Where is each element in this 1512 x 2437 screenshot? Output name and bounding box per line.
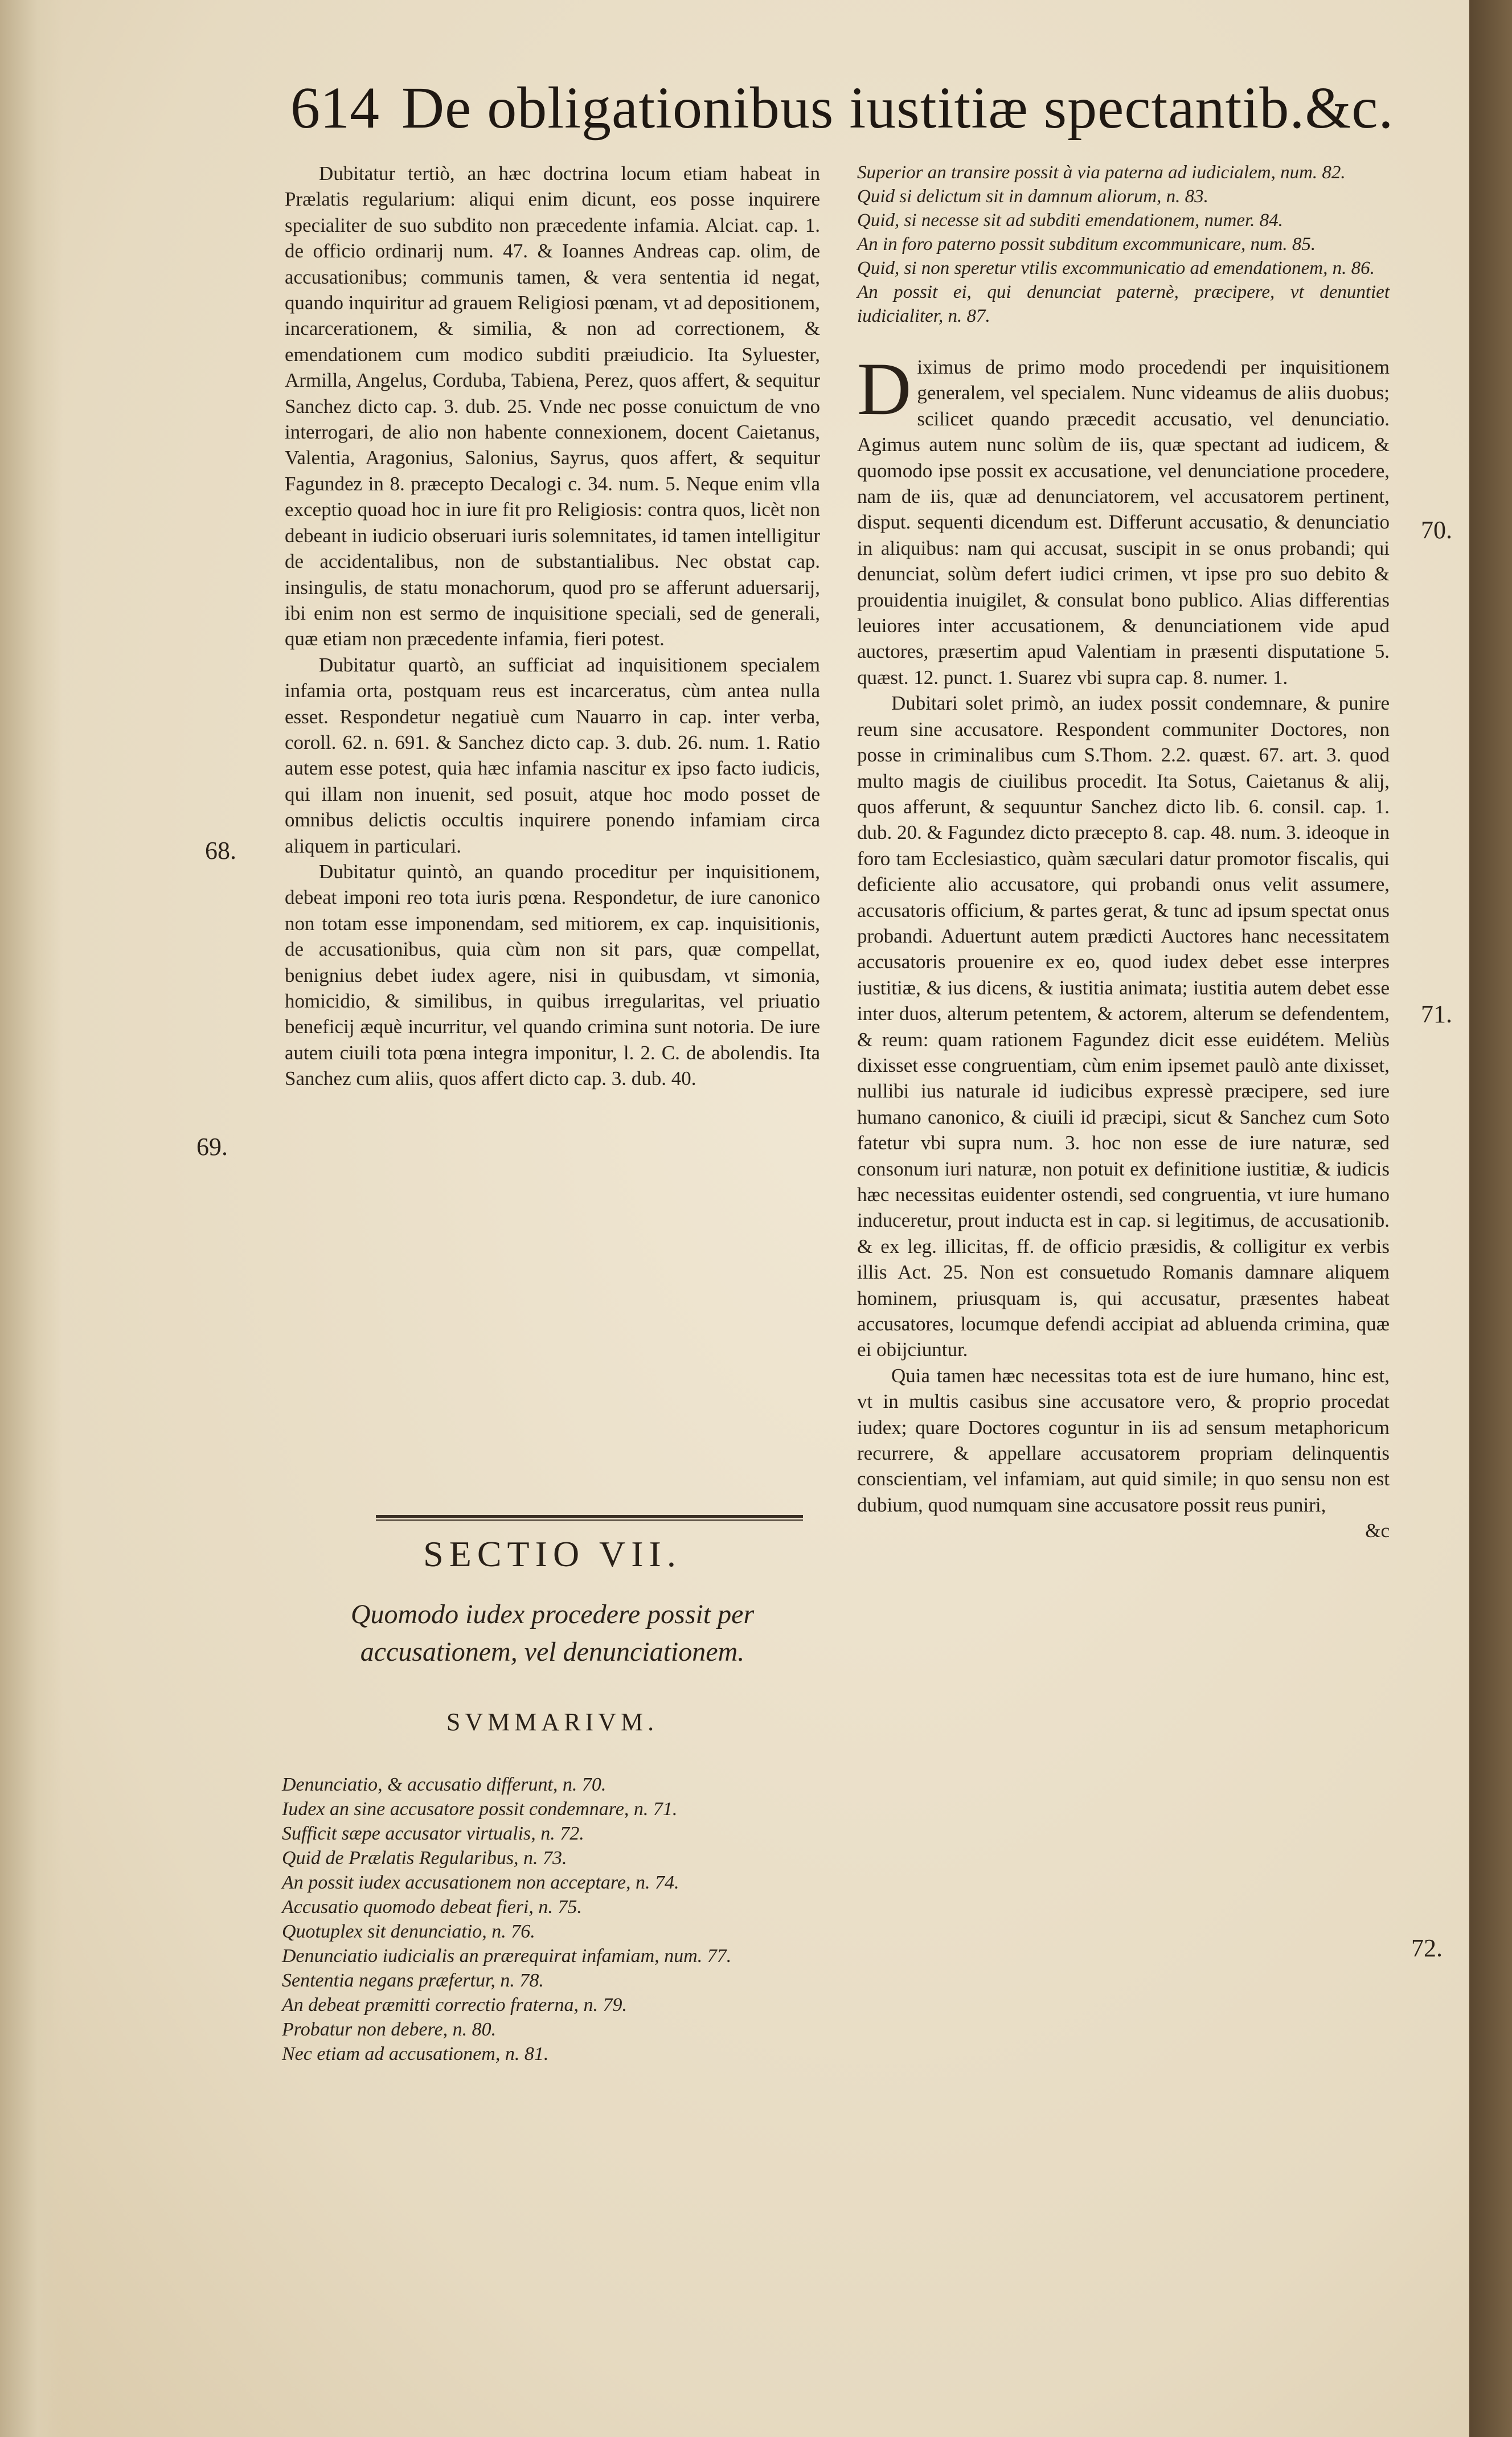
margin-number-71: 71. [1421, 1000, 1452, 1028]
summary-item: Quid, si necesse sit ad subditi emendationem, numer. 84. [857, 210, 1283, 231]
summary-item: Sufficit sæpe accusator virtualis, n. 72. [282, 1823, 584, 1844]
section-divider-thick [376, 1515, 803, 1518]
summary-item: Superior an transire possit à via paterna ad iudicialem, num. 82. [857, 162, 1346, 183]
binding-gutter [0, 0, 63, 2437]
margin-number-72: 72. [1411, 1934, 1443, 1962]
paragraph-quia-tamen: Quia tamen hæc necessitas tota est de iure humano, hinc est, vt in multis casibus sine accusatore vero, & proprio procedat iudex; quare Doctores coguntur in iis ad sensum metaphoricum recurrere, & appellare accusatorem propriam delinquentis conscientiam, vel infamiam, aut quid simile; in quo sensu non est dubium, quod numquam sine accusatore possit reus puniri, [857, 1364, 1390, 1516]
paragraph-dubitatur-tertio: Dubitatur tertiò, an hæc doctrina locum etiam habeat in Prælatis regularium: aliqui enim dicunt, eos posse inquirere specialiter de suo subdito non præcedente infamia. Alciat. cap. 1. de officio ordinarij num. 47. & Ioannes Andreas cap. olim, de accusationibus; communis tamen, & vera sententia id negat, quando inquiritur ad grauem Religiosi pœnam, vt ad depositionem, incarcerationem, & similia, & non ad correctionem, & emendationem cum modico subditi præiudicio. Ita Syluester, Armilla, Angelus, Corduba, Tabiena, Perez, quos affert, & sequitur Sanchez dicto cap. 3. dub. 25. Vnde nec posse conuictum de vno interrogari, de alio non habente connexionem, docent Caietanus, Valentia, Aragonius, Salonius, Sayrus, quos affert, & sequitur Fagundez in 8. præcepto Decalogi c. 34. num. 5. Neque enim vlla exceptio quoad hoc in iure fit pro Religiosis: contra quos, licèt non debeant in iudicio obseruari iuris solemnitates, id tamen intelligitur de accidentalibus, non de substantialibus. Nec obstat cap. insingulis, de statu monachorum, quod pro se afferunt aduersarij, ibi enim non est sermo de inquisitione speciali, sed de generali, quæ etiam non præcedente infamia, fieri potest. [285, 162, 820, 650]
summary-item: Accusatio quomodo debeat fieri, n. 75. [282, 1897, 582, 1918]
running-title: De obligationibus iustitiæ spectantib.&c. [401, 75, 1394, 141]
summary-item: An debeat præmitti correctio fraterna, n. 79. [282, 1994, 627, 2016]
summary-item: Denunciatio iudicialis an prærequirat infamiam, num. 77. [282, 1945, 732, 1967]
summary-item: Iudex an sine accusatore possit condemnare, n. 71. [282, 1799, 678, 1820]
catchword: &c [1365, 1519, 1390, 1542]
summary-item: Denunciatio, & accusatio differunt, n. 70. [282, 1774, 607, 1795]
summary-item: Nec etiam ad accusationem, n. 81. [282, 2043, 549, 2065]
summary-item: An in foro paterno possit subditum excommunicare, num. 85. [857, 234, 1316, 255]
summary-item: Quid de Prælatis Regularibus, n. 73. [282, 1848, 567, 1869]
margin-number-68: 68. [205, 837, 236, 865]
summary-item: Quid si delictum sit in damnum aliorum, n. 83. [857, 186, 1208, 207]
page-number: 614 [290, 75, 379, 141]
paragraph-dubitatur-quarto: Dubitatur quartò, an sufficiat ad inquisitionem specialem infamia orta, postquam reus est incarceratus, cùm antea nulla esset. Respondetur negatiuè cum Nauarro in cap. inter verba, coroll. 62. n. 691. & Sanchez dicto cap. 3. dub. 26. num. 1. Ratio autem esse potest, quia hæc infamia nascitur ex ipso facto iudicis, qui illam non inuenit, sed posuit, atque hoc modo posset de omnibus delictis occultis inquirere ponendo infamiam circa aliquem in particulari. [285, 653, 820, 857]
summary-list [282, 1772, 817, 2066]
section-heading: SECTIO VII. [423, 1534, 682, 1574]
summary-item: Probatur non debere, n. 80. [282, 2019, 497, 2040]
book-edge [1469, 0, 1512, 2437]
summary-item: Sententia negans præfertur, n. 78. [282, 1970, 544, 1991]
spacer [857, 328, 1390, 354]
summary-item: An possit ei, qui denunciat paternè, præcipere, vt denuntiet iudicialiter, n. 87. [857, 282, 1390, 326]
drop-cap: D [857, 347, 912, 431]
margin-number-70: 70. [1421, 516, 1452, 544]
summary-item: An possit iudex accusationem non acceptare, n. 74. [282, 1872, 679, 1893]
section-title: Quomodo iudex procedere possit per accusationem, vel denunciationem. [350, 1599, 755, 1667]
summary-heading: SVMMARIVM. [446, 1708, 659, 1736]
margin-number-69: 69. [196, 1133, 228, 1161]
summary-continued [857, 161, 1390, 328]
section-divider-thin [376, 1519, 803, 1521]
summary-item: Quotuplex sit denunciatio, n. 76. [282, 1921, 535, 1942]
paragraph-dubitatur-quinto: Dubitatur quintò, an quando proceditur per inquisitionem, debeat imponi reo tota iuris pœna. Respondetur, de iure canonico non totam esse imponendam, sed mitiorem, ex cap. inquisitionis, de accusationibus, quia cùm non sit pars, quæ compellat, benignius debet iudex agere, nisi in quibusdam, vt simonia, homicidio, & similibus, in quibus irregularitas, vel priuatio beneficij æquè incurritur, vel quando crimina sunt notoria. De iure autem ciuili tota pœna integra imponitur, l. 2. C. de abolendis. Ita Sanchez cum aliis, quos affert dicto cap. 3. dub. 40. [285, 860, 820, 1090]
paragraph-dubitari-primo: Dubitari solet primò, an iudex possit condemnare, & punire reum sine accusatore. Respondent communiter Doctores, non posse in criminalibus cum S.Thom. 2.2. quæst. 67. art. 3. quod multo magis de ciuilibus procedit. Ita Sotus, Caietanus & alij, quos afferunt, & sequuntur Sanchez dicto lib. 6. consil. cap. 1. dub. 20. & Fagundez dicto præcepto 8. cap. 48. num. 3. ideoque in foro tam Ecclesiastico, quàm sæculari datur promotor fiscalis, qui deficiente alio accusatore, qui probandi onus velit assumere, accusatoris officium, & partes gerat, & tunc ad ipsum spectat onus probandi. Aduertunt autem prædicti Auctores hanc necessitatem accusatoris prouenire ex eo, quod iudex debet esse interpres iustitiæ, & ius dicens, & iustitia animata; iustitia autem debet esse inter duos, alterum petentem, & actorem, alterum se defendentem, & reum: quam rationem Fagundez dicit esse euidétem. Meliùs dixisset esse congruentiam, cùm enim ipsemet paulò ante dixisset, nullibi ius naturale id iudicibus expressè præcipere, sed iure humano canonico, & ciuili id præcipi, sicut & Sanchez cum Soto fatetur vbi supra num. 3. hoc non esse de iure naturæ, sed consonum iuri naturæ, non potuit ex definitione iustitiæ, & iudicis hæc necessitas euidenter ostendi, sed congruentia, vt iure humano induceretur, prout inducta est in cap. si legitimus, de accusationib. & ex leg. illicitas, ff. de officio præsidis, & colligitur ex verbis illis Act. 25. Non est consuetudo Romanis damnare aliquem hominem, priusquam is, qui accusatur, præsentes habeat accusatores, locumque defendi accipiat ad abluenda crimina, quæ ei obijciuntur. [857, 692, 1390, 1361]
paragraph-diximus-text: iximus de primo modo procedendi per inquisitionem generalem, vel specialem. Nunc videamus de aliis duobus; scilicet quando præcedit accusatio, vel denunciatio. Agimus autem nunc solùm de iis, quæ spectant ad iudicem, & quomodo ipse possit ex accusatione, vel denunciatione procedere, nam de iis, quæ ad denunciatorem, vel accusatorem pertinent, disput. sequenti dicendum est. Differunt accusatio, & denunciatio in aliquibus: nam qui accusat, suscipit in se onus probandi; qui denunciat, solùm defert iudici crimen, vt ipse pro suo debito & prouidentia inuigilet, & consulat bono publico. Alias differentias leuiores inter accusationem, & denunciationem vide apud auctores, præsertim apud Valentiam in præsenti disputatione 5. quæst. 12. punct. 1. Suarez vbi supra cap. 8. numer. 1. [857, 356, 1390, 689]
right-column [857, 161, 1390, 1544]
paragraph-diximus [857, 347, 1390, 690]
summary-item: Quid, si non speretur vtilis excommunicatio ad emendationem, n. 86. [857, 258, 1375, 278]
running-header [290, 74, 1424, 148]
left-column [285, 161, 820, 1092]
